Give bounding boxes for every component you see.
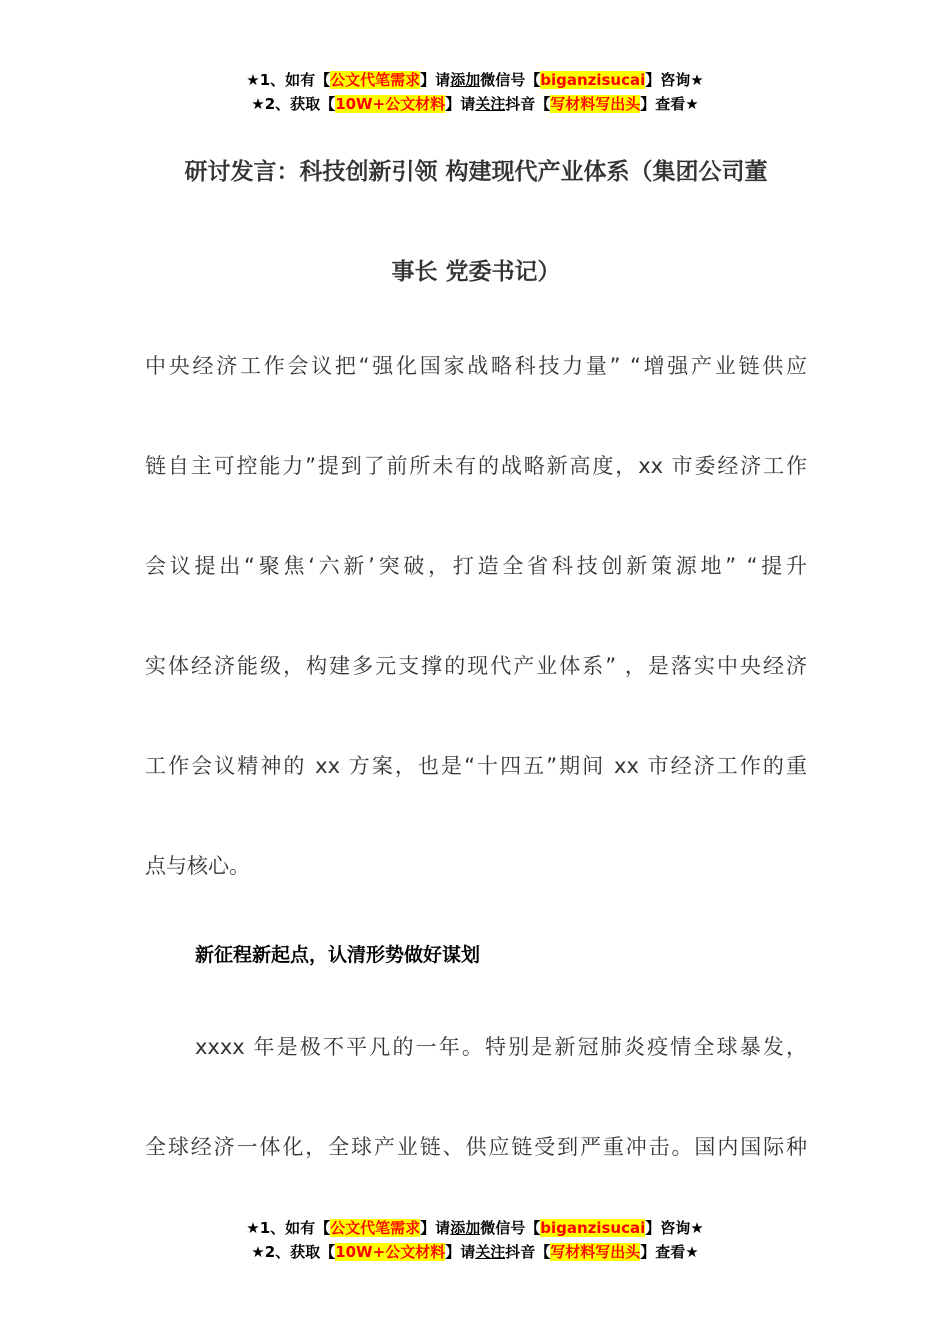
banner-text: 】请 — [445, 95, 476, 113]
banner-text: 】请 — [445, 1243, 476, 1261]
header-banner — [0, 68, 950, 116]
banner-text: ★2、获取【 — [251, 95, 336, 113]
banner-text: 抖音【 — [505, 1243, 551, 1261]
paragraph-2-line: xxxx 年是极不平凡的一年。特别是新冠肺炎疫情全球暴发， — [195, 1035, 807, 1059]
paragraph-2-line: 全球经济一体化，全球产业链、供应链受到严重冲击。国内国际种 — [145, 1135, 807, 1159]
banner-line-1 — [0, 1216, 950, 1240]
emphasis-add: 添加 — [450, 71, 481, 89]
document-title-line-2: 事长 党委书记） — [391, 259, 561, 285]
banner-text: 】咨询★ — [645, 71, 704, 89]
banner-text: 抖音【 — [505, 95, 551, 113]
banner-text: 】咨询★ — [645, 1219, 704, 1237]
paragraph-1-line: 链自主可控能力”提到了前所未有的战略新高度，xx 市委经济工作 — [145, 454, 807, 478]
emphasis-add: 添加 — [450, 1219, 481, 1237]
emphasis-follow: 关注 — [475, 1243, 506, 1261]
douyin-account: 写材料写出头 — [550, 95, 641, 113]
emphasis-follow: 关注 — [475, 95, 506, 113]
banner-text: ★1、如有【 — [246, 1219, 331, 1237]
document-title-line-1: 研讨发言：科技创新引领 构建现代产业体系（集团公司董 — [184, 159, 768, 185]
banner-text: 】查看★ — [640, 1243, 699, 1261]
highlight-service: 公文代笔需求 — [330, 1219, 421, 1237]
banner-text: 微信号【 — [480, 1219, 541, 1237]
banner-text: ★2、获取【 — [251, 1243, 336, 1261]
highlight-service: 公文代笔需求 — [330, 71, 421, 89]
banner-line-2 — [0, 1240, 950, 1264]
paragraph-1-line: 工作会议精神的 xx 方案，也是“十四五”期间 xx 市经济工作的重 — [145, 754, 807, 778]
paragraph-1-line: 点与核心。 — [145, 854, 250, 878]
banner-text: 】查看★ — [640, 95, 699, 113]
banner-text: 】请 — [420, 1219, 451, 1237]
highlight-materials: 10W+公文材料 — [335, 95, 446, 113]
douyin-account: 写材料写出头 — [550, 1243, 641, 1261]
banner-text: 微信号【 — [480, 71, 541, 89]
wechat-id: biganzisucai — [540, 1219, 646, 1237]
paragraph-1-line: 会议提出“聚焦‘六新’突破，打造全省科技创新策源地” “提升 — [145, 554, 807, 578]
banner-line-2 — [0, 92, 950, 116]
section-heading: 新征程新起点，认清形势做好谋划 — [195, 944, 481, 966]
footer-banner — [0, 1216, 950, 1264]
banner-text: 】请 — [420, 71, 451, 89]
banner-text: ★1、如有【 — [246, 71, 331, 89]
wechat-id: biganzisucai — [540, 71, 646, 89]
banner-line-1 — [0, 68, 950, 92]
highlight-materials: 10W+公文材料 — [335, 1243, 446, 1261]
paragraph-1-line: 中央经济工作会议把“强化国家战略科技力量” “增强产业链供应 — [145, 354, 807, 378]
paragraph-1-line: 实体经济能级，构建多元支撑的现代产业体系” ，是落实中央经济 — [145, 654, 807, 678]
